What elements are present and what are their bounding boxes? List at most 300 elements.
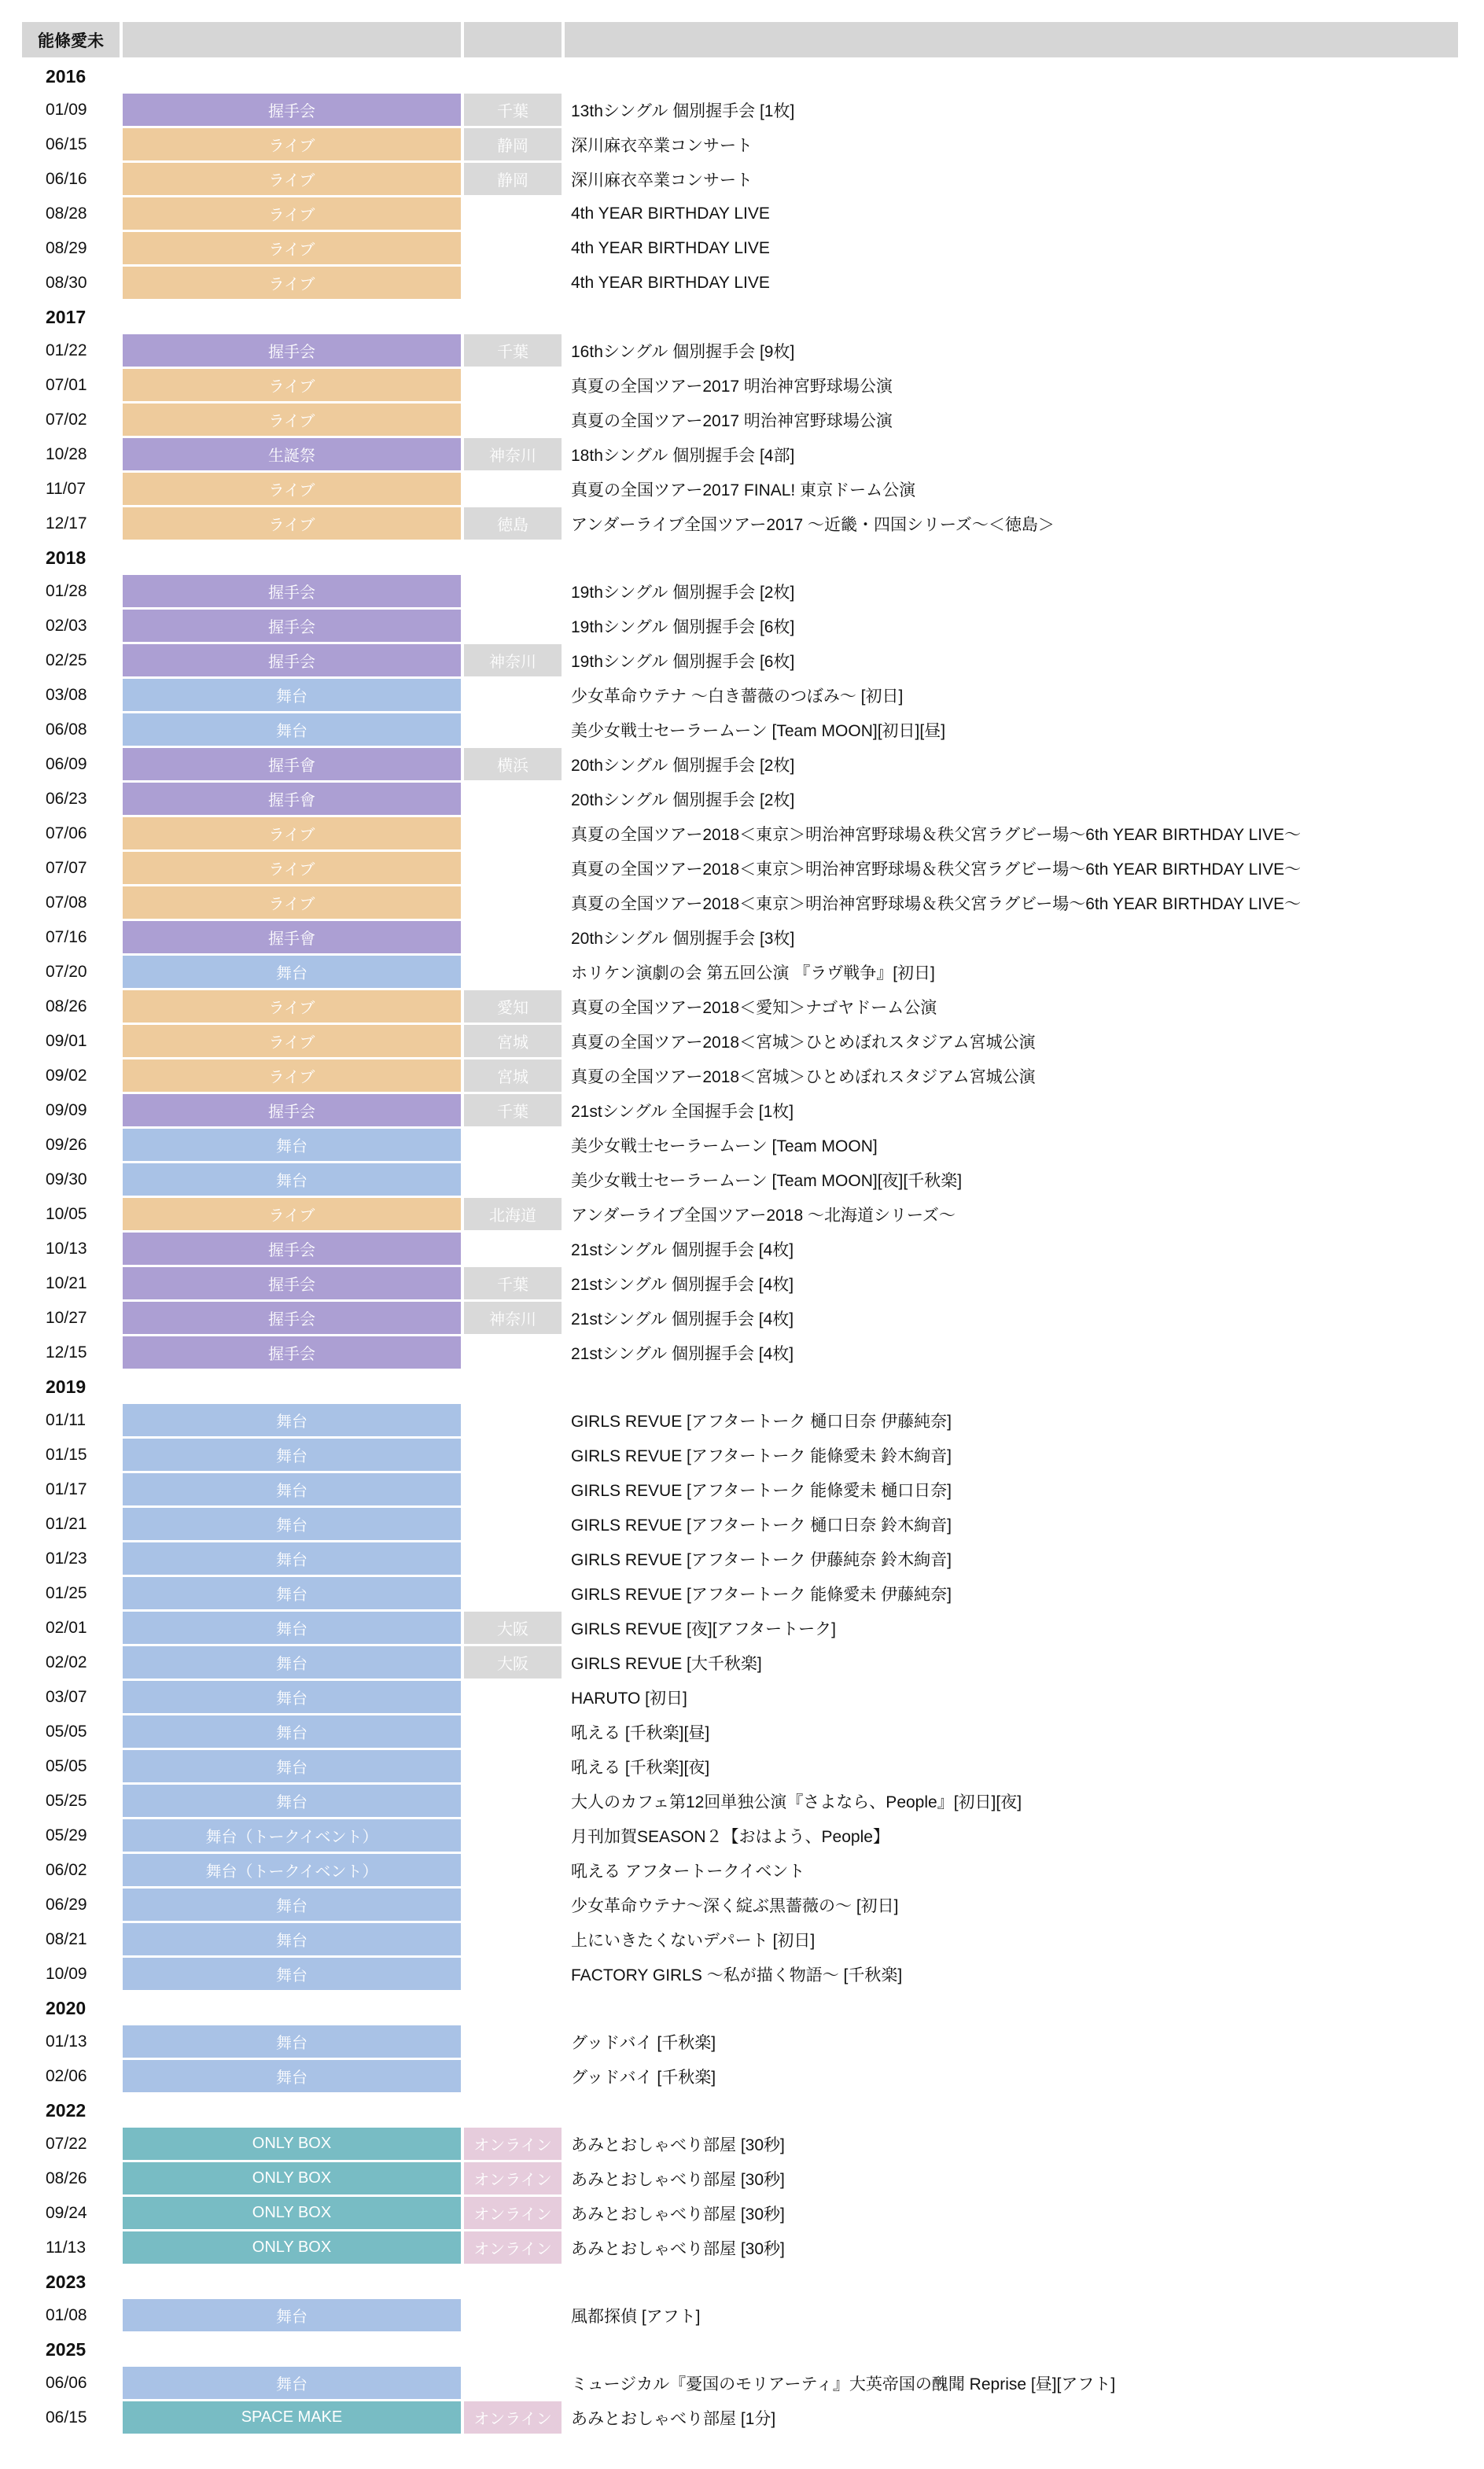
year-heading: 2025	[46, 2339, 87, 2360]
table-row	[22, 1646, 1458, 1679]
event-type-badge: ライブ	[123, 197, 461, 230]
event-place	[464, 817, 562, 849]
event-type-badge: 舞台	[123, 1715, 461, 1748]
event-title: 吼える アフタートークイベント	[571, 1862, 805, 1881]
event-date: 08/29	[46, 238, 87, 257]
table-row	[22, 748, 1458, 780]
table-row	[22, 1473, 1458, 1505]
event-type-badge: 舞台	[123, 713, 461, 746]
table-row	[22, 1336, 1458, 1369]
table-row	[22, 1715, 1458, 1748]
event-place: 愛知	[464, 990, 562, 1023]
event-title: 真夏の全国ツアー2018＜宮城＞ひとめぼれスタジアム宮城公演	[571, 1067, 1036, 1086]
member-name: 能條愛未	[22, 22, 120, 57]
event-date: 08/26	[46, 997, 87, 1015]
event-title: 真夏の全国ツアー2018＜東京＞明治神宮野球場＆秩父宮ラグビー場～6th YEAR BIRTHDAY LIVE～	[571, 894, 1302, 913]
event-place	[464, 921, 562, 953]
event-place	[464, 2060, 562, 2092]
event-place	[464, 1854, 562, 1886]
event-title: 吼える [千秋楽][夜]	[571, 1758, 710, 1777]
event-title: 21stシングル 個別握手会 [4枚]	[571, 1240, 794, 1259]
event-place: 徳島	[464, 507, 562, 540]
event-date: 07/02	[46, 410, 87, 429]
table-row	[22, 1854, 1458, 1886]
event-title: 真夏の全国ツアー2018＜東京＞明治神宮野球場＆秩父宮ラグビー場～6th YEAR BIRTHDAY LIVE～	[571, 825, 1302, 844]
event-title: GIRLS REVUE [アフタートーク 伊藤純奈 鈴木絢音]	[571, 1550, 952, 1569]
event-date: 06/02	[46, 1860, 87, 1879]
table-row	[22, 956, 1458, 988]
event-title: 4th YEAR BIRTHDAY LIVE	[571, 238, 770, 257]
event-place: 千葉	[464, 334, 562, 367]
event-title: 21stシングル 個別握手会 [4枚]	[571, 1344, 794, 1363]
table-row	[22, 921, 1458, 953]
event-type-badge: 握手会	[123, 1233, 461, 1265]
event-place: オンライン	[464, 2128, 562, 2160]
event-place	[464, 1958, 562, 1990]
event-date: 09/26	[46, 1135, 87, 1154]
event-place	[464, 886, 562, 919]
event-type-badge: ライブ	[123, 404, 461, 436]
event-date: 02/25	[46, 650, 87, 669]
event-type-badge: 舞台	[123, 1404, 461, 1436]
event-type-badge: ライブ	[123, 886, 461, 919]
event-type-badge: ライブ	[123, 507, 461, 540]
event-place	[464, 369, 562, 401]
event-type-badge: 舞台	[123, 2367, 461, 2399]
event-type-badge: 舞台	[123, 2025, 461, 2058]
event-title: アンダーライブ全国ツアー2018 ～北海道シリーズ～	[571, 1206, 956, 1225]
event-title: 大人のカフェ第12回単独公演『さよなら、People』[初日][夜]	[571, 1793, 1022, 1811]
event-title: 真夏の全国ツアー2017 FINAL! 東京ドーム公演	[571, 481, 916, 499]
table-row	[22, 886, 1458, 919]
event-date: 10/05	[46, 1204, 87, 1223]
event-title: 美少女戦士セーラームーン [Team MOON][初日][昼]	[571, 721, 946, 740]
schedule-body	[22, 61, 1458, 2434]
event-date: 10/13	[46, 1239, 87, 1258]
event-title: 深川麻衣卒業コンサート	[571, 136, 753, 155]
event-type-badge: 舞台（トークイベント）	[123, 1819, 461, 1852]
event-type-badge: 舞台	[123, 2299, 461, 2331]
table-row	[22, 713, 1458, 746]
event-title: 20thシングル 個別握手会 [2枚]	[571, 756, 795, 775]
table-row	[22, 1163, 1458, 1196]
event-title: あみとおしゃべり部屋 [30秒]	[571, 2170, 785, 2189]
event-date: 09/24	[46, 2203, 87, 2222]
table-row	[22, 1923, 1458, 1955]
event-type-badge: 舞台	[123, 1508, 461, 1540]
event-type-badge: 舞台	[123, 1889, 461, 1921]
event-title: 少女革命ウテナ～深く綻ぶ黒薔薇の～ [初日]	[571, 1896, 899, 1915]
event-title: ホリケン演劇の会 第五回公演 『ラヴ戦争』[初日]	[571, 964, 935, 982]
table-row	[22, 163, 1458, 195]
event-title: GIRLS REVUE [アフタートーク 樋口日奈 伊藤純奈]	[571, 1412, 952, 1431]
event-type-badge: 舞台	[123, 1473, 461, 1505]
event-date: 01/13	[46, 2032, 87, 2051]
table-row	[22, 1819, 1458, 1852]
event-type-badge: 舞台	[123, 956, 461, 988]
event-place	[464, 1542, 562, 1575]
table-row	[22, 2367, 1458, 2399]
event-type-badge: 握手会	[123, 94, 461, 126]
event-type-badge: ライブ	[123, 990, 461, 1023]
event-place	[464, 1129, 562, 1161]
event-place	[464, 575, 562, 607]
year-heading: 2016	[46, 66, 87, 87]
event-type-badge: 握手会	[123, 334, 461, 367]
table-row	[22, 94, 1458, 126]
event-type-badge: 握手会	[123, 610, 461, 642]
event-title: ミュージカル『憂国のモリアーティ』大英帝国の醜聞 Reprise [昼][アフト]	[571, 2375, 1116, 2393]
event-place: 北海道	[464, 1198, 562, 1230]
year-heading: 2018	[46, 547, 87, 568]
event-date: 11/07	[46, 479, 86, 498]
event-type-badge: 舞台	[123, 1163, 461, 1196]
event-date: 08/30	[46, 273, 87, 292]
table-row	[22, 1577, 1458, 1609]
event-type-badge: ONLY BOX	[123, 2231, 461, 2264]
event-type-badge: ライブ	[123, 232, 461, 264]
table-row	[22, 1612, 1458, 1644]
table-row	[22, 2197, 1458, 2229]
event-date: 02/02	[46, 1653, 87, 1671]
table-header	[22, 22, 1458, 57]
table-row	[22, 817, 1458, 849]
table-row	[22, 610, 1458, 642]
event-date: 06/15	[46, 135, 87, 153]
event-type-badge: 舞台	[123, 1542, 461, 1575]
event-date: 01/25	[46, 1583, 87, 1602]
event-place	[464, 1750, 562, 1782]
year-heading: 2022	[46, 2100, 87, 2121]
event-title: 真夏の全国ツアー2018＜東京＞明治神宮野球場＆秩父宮ラグビー場～6th YEAR BIRTHDAY LIVE～	[571, 860, 1302, 879]
event-place	[464, 1715, 562, 1748]
event-place: 横浜	[464, 748, 562, 780]
event-place: 大阪	[464, 1646, 562, 1679]
event-date: 06/16	[46, 169, 87, 188]
event-place	[464, 783, 562, 815]
table-row	[22, 1542, 1458, 1575]
event-place: オンライン	[464, 2162, 562, 2194]
event-title: 美少女戦士セーラームーン [Team MOON]	[571, 1137, 878, 1155]
event-date: 01/28	[46, 581, 87, 600]
table-row	[22, 1094, 1458, 1126]
table-row	[22, 1233, 1458, 1265]
event-place	[464, 2025, 562, 2058]
event-title: あみとおしゃべり部屋 [30秒]	[571, 2205, 785, 2224]
event-date: 07/20	[46, 962, 87, 981]
event-date: 09/09	[46, 1100, 87, 1119]
event-type-badge: 舞台	[123, 1439, 461, 1471]
event-title: 吼える [千秋楽][昼]	[571, 1723, 710, 1742]
event-title: あみとおしゃべり部屋 [30秒]	[571, 2136, 785, 2154]
event-type-badge: 舞台（トークイベント）	[123, 1854, 461, 1886]
event-place	[464, 1889, 562, 1921]
table-row	[22, 1129, 1458, 1161]
event-type-badge: ライブ	[123, 473, 461, 505]
event-title: GIRLS REVUE [アフタートーク 能條愛未 鈴木絢音]	[571, 1446, 952, 1465]
event-place	[464, 232, 562, 264]
event-title: FACTORY GIRLS ～私が描く物語～ [千秋楽]	[571, 1966, 903, 1984]
event-place	[464, 1681, 562, 1713]
event-title: グッドバイ [千秋楽]	[571, 2068, 716, 2087]
event-title: 4th YEAR BIRTHDAY LIVE	[571, 204, 770, 223]
event-place: 神奈川	[464, 644, 562, 676]
event-type-badge: 舞台	[123, 1681, 461, 1713]
event-date: 02/01	[46, 1618, 87, 1637]
header-type-cell	[123, 22, 461, 57]
event-date: 07/06	[46, 824, 87, 842]
year-heading: 2020	[46, 1998, 87, 2018]
event-date: 09/01	[46, 1031, 87, 1050]
table-row	[22, 1889, 1458, 1921]
event-place	[464, 473, 562, 505]
table-row	[22, 2299, 1458, 2331]
event-title: 19thシングル 個別握手会 [6枚]	[571, 617, 795, 636]
event-date: 06/29	[46, 1895, 87, 1914]
event-title: 19thシングル 個別握手会 [6枚]	[571, 652, 795, 671]
event-title: 4th YEAR BIRTHDAY LIVE	[571, 273, 770, 292]
table-row	[22, 1681, 1458, 1713]
event-title: 21stシングル 個別握手会 [4枚]	[571, 1310, 794, 1328]
event-place	[464, 2367, 562, 2399]
event-place	[464, 1404, 562, 1436]
event-place: 千葉	[464, 1267, 562, 1299]
event-title: 月刊加賀SEASON２【おはよう、People】	[571, 1827, 889, 1846]
event-date: 01/22	[46, 341, 87, 359]
header-title-cell	[565, 22, 1458, 57]
table-row	[22, 1750, 1458, 1782]
table-row	[22, 783, 1458, 815]
event-date: 07/16	[46, 927, 87, 946]
table-row	[22, 1508, 1458, 1540]
event-place	[464, 1163, 562, 1196]
event-title: 少女革命ウテナ ～白き薔薇のつぼみ～ [初日]	[571, 687, 904, 706]
event-date: 08/21	[46, 1929, 87, 1948]
table-row	[22, 197, 1458, 230]
event-type-badge: ONLY BOX	[123, 2128, 461, 2160]
table-row	[22, 1958, 1458, 1990]
event-title: 21stシングル 個別握手会 [4枚]	[571, 1275, 794, 1294]
event-title: グッドバイ [千秋楽]	[571, 2033, 716, 2052]
event-type-badge: 舞台	[123, 1577, 461, 1609]
event-date: 03/07	[46, 1687, 87, 1706]
event-date: 06/08	[46, 720, 87, 739]
event-title: 真夏の全国ツアー2017 明治神宮野球場公演	[571, 411, 893, 430]
event-date: 10/28	[46, 444, 87, 463]
event-date: 07/07	[46, 858, 87, 877]
event-date: 06/06	[46, 2373, 87, 2392]
event-title: 真夏の全国ツアー2018＜宮城＞ひとめぼれスタジアム宮城公演	[571, 1033, 1036, 1052]
event-place	[464, 267, 562, 299]
event-type-badge: ライブ	[123, 852, 461, 884]
event-date: 12/15	[46, 1343, 87, 1362]
table-row	[22, 334, 1458, 367]
event-date: 01/23	[46, 1549, 87, 1568]
table-row	[22, 2060, 1458, 2092]
event-place: 宮城	[464, 1025, 562, 1057]
event-date: 05/29	[46, 1826, 87, 1844]
event-date: 10/27	[46, 1308, 87, 1327]
event-title: 18thシングル 個別握手会 [4部]	[571, 446, 795, 465]
event-title: 20thシングル 個別握手会 [2枚]	[571, 790, 795, 809]
event-date: 09/02	[46, 1066, 87, 1085]
event-title: 風都探偵 [アフト]	[571, 2307, 701, 2326]
table-row	[22, 1439, 1458, 1471]
event-type-badge: ONLY BOX	[123, 2162, 461, 2194]
event-type-badge: 握手會	[123, 748, 461, 780]
table-row	[22, 1025, 1458, 1057]
event-date: 10/09	[46, 1964, 87, 1983]
event-place: 宮城	[464, 1059, 562, 1092]
event-type-badge: ライブ	[123, 1025, 461, 1057]
event-type-badge: 舞台	[123, 1750, 461, 1782]
event-place	[464, 1785, 562, 1817]
event-title: 20thシングル 個別握手会 [3枚]	[571, 929, 795, 948]
event-place	[464, 1439, 562, 1471]
event-type-badge: ライブ	[123, 1059, 461, 1092]
event-type-badge: 舞台	[123, 1612, 461, 1644]
event-type-badge: 握手会	[123, 1336, 461, 1369]
event-type-badge: 握手會	[123, 921, 461, 953]
event-place	[464, 852, 562, 884]
table-row	[22, 473, 1458, 505]
event-type-badge: ONLY BOX	[123, 2197, 461, 2229]
event-date: 01/21	[46, 1514, 87, 1533]
event-type-badge: 舞台	[123, 1785, 461, 1817]
event-place: オンライン	[464, 2197, 562, 2229]
event-place	[464, 2299, 562, 2331]
event-type-badge: 握手会	[123, 1094, 461, 1126]
table-row	[22, 369, 1458, 401]
table-row	[22, 438, 1458, 470]
year-heading: 2017	[46, 307, 87, 327]
table-row	[22, 1404, 1458, 1436]
event-type-badge: 生誕祭	[123, 438, 461, 470]
event-type-badge: 舞台	[123, 1646, 461, 1679]
event-date: 05/05	[46, 1722, 87, 1741]
event-date: 07/01	[46, 375, 87, 394]
event-place: 千葉	[464, 94, 562, 126]
event-type-badge: 舞台	[123, 1923, 461, 1955]
event-date: 10/21	[46, 1273, 87, 1292]
event-place	[464, 197, 562, 230]
event-date: 06/15	[46, 2408, 87, 2427]
event-place	[464, 679, 562, 711]
event-title: 深川麻衣卒業コンサート	[571, 171, 753, 190]
event-title: GIRLS REVUE [夜][アフタートーク]	[571, 1620, 836, 1638]
event-title: GIRLS REVUE [アフタートーク 樋口日奈 鈴木絢音]	[571, 1516, 952, 1535]
table-row	[22, 2128, 1458, 2160]
event-type-badge: 舞台	[123, 1958, 461, 1990]
table-row	[22, 1198, 1458, 1230]
header-place-cell	[464, 22, 562, 57]
event-place	[464, 610, 562, 642]
event-type-badge: 握手会	[123, 1302, 461, 1334]
year-heading: 2019	[46, 1376, 87, 1397]
event-title: 真夏の全国ツアー2018＜愛知＞ナゴヤドーム公演	[571, 998, 937, 1017]
year-heading: 2023	[46, 2272, 87, 2292]
event-place: 静岡	[464, 163, 562, 195]
event-title: 16thシングル 個別握手会 [9枚]	[571, 342, 795, 361]
event-type-badge: 舞台	[123, 679, 461, 711]
event-place	[464, 713, 562, 746]
event-type-badge: ライブ	[123, 163, 461, 195]
event-place	[464, 1577, 562, 1609]
table-row	[22, 2231, 1458, 2264]
event-place: オンライン	[464, 2401, 562, 2434]
event-place: 神奈川	[464, 438, 562, 470]
event-title: 真夏の全国ツアー2017 明治神宮野球場公演	[571, 377, 893, 396]
event-date: 06/23	[46, 789, 87, 808]
event-place	[464, 1233, 562, 1265]
table-row	[22, 990, 1458, 1023]
event-type-badge: 舞台	[123, 2060, 461, 2092]
event-title: アンダーライブ全国ツアー2017 ～近畿・四国シリーズ～＜徳島＞	[571, 515, 1055, 534]
event-type-badge: ライブ	[123, 817, 461, 849]
event-date: 07/22	[46, 2134, 87, 2153]
event-type-badge: 握手会	[123, 575, 461, 607]
event-date: 01/15	[46, 1445, 87, 1464]
event-place: 神奈川	[464, 1302, 562, 1334]
event-date: 09/30	[46, 1170, 87, 1188]
event-place	[464, 1473, 562, 1505]
event-type-badge: ライブ	[123, 128, 461, 160]
event-title: 21stシングル 全国握手会 [1枚]	[571, 1102, 794, 1121]
event-type-badge: 舞台	[123, 1129, 461, 1161]
event-date: 01/11	[46, 1410, 86, 1429]
table-row	[22, 679, 1458, 711]
event-date: 05/05	[46, 1756, 87, 1775]
event-place	[464, 1923, 562, 1955]
event-title: GIRLS REVUE [大千秋楽]	[571, 1654, 762, 1673]
event-place: 静岡	[464, 128, 562, 160]
event-date: 05/25	[46, 1791, 87, 1810]
event-place: 千葉	[464, 1094, 562, 1126]
event-title: あみとおしゃべり部屋 [30秒]	[571, 2239, 785, 2258]
event-place	[464, 1508, 562, 1540]
table-row	[22, 852, 1458, 884]
event-type-badge: ライブ	[123, 369, 461, 401]
event-place	[464, 1336, 562, 1369]
event-title: あみとおしゃべり部屋 [1分]	[571, 2409, 776, 2428]
event-place	[464, 956, 562, 988]
event-type-badge: ライブ	[123, 267, 461, 299]
table-row	[22, 404, 1458, 436]
event-date: 03/08	[46, 685, 87, 704]
event-title: 美少女戦士セーラームーン [Team MOON][夜][千秋楽]	[571, 1171, 963, 1190]
table-row	[22, 575, 1458, 607]
event-type-badge: 握手会	[123, 1267, 461, 1299]
event-date: 12/17	[46, 514, 87, 532]
event-title: 19thシングル 個別握手会 [2枚]	[571, 583, 795, 602]
event-title: GIRLS REVUE [アフタートーク 能條愛未 樋口日奈]	[571, 1481, 952, 1500]
event-date: 11/13	[46, 2238, 86, 2257]
table-row	[22, 1059, 1458, 1092]
event-date: 01/08	[46, 2305, 87, 2324]
event-type-badge: 握手会	[123, 644, 461, 676]
table-row	[22, 267, 1458, 299]
event-title: GIRLS REVUE [アフタートーク 能條愛未 伊藤純奈]	[571, 1585, 952, 1604]
table-row	[22, 507, 1458, 540]
event-title: 13thシングル 個別握手会 [1枚]	[571, 101, 795, 120]
table-row	[22, 644, 1458, 676]
event-type-badge: SPACE MAKE	[123, 2401, 461, 2434]
table-row	[22, 1267, 1458, 1299]
event-type-badge: ライブ	[123, 1198, 461, 1230]
event-date: 01/17	[46, 1480, 87, 1498]
event-date: 02/06	[46, 2066, 87, 2085]
table-row	[22, 128, 1458, 160]
